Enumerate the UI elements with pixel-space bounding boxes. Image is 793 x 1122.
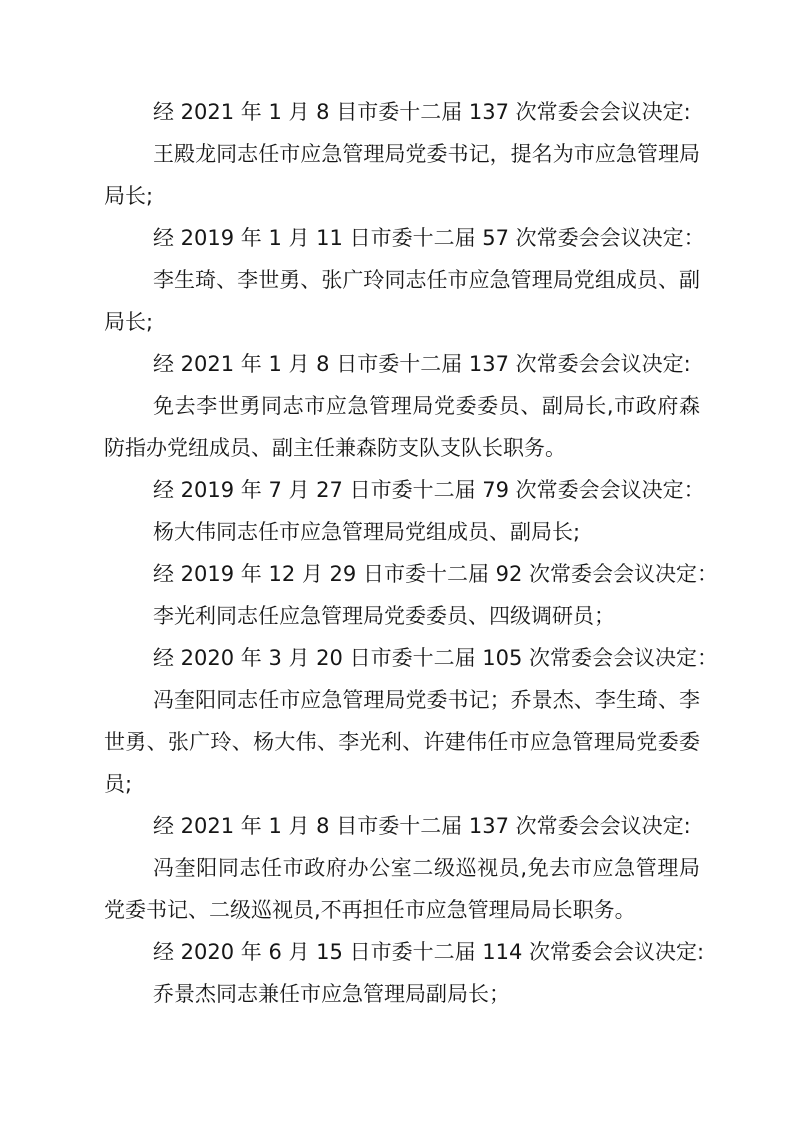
paragraph [104,217,705,259]
text-line: 李光利同志任应急管理局党委委员、四级调研员； [153,604,615,628]
paragraph [104,385,700,469]
paragraph [104,805,700,847]
paragraph [104,847,700,931]
text-line: 局长; [104,310,154,334]
text-line: 党委书记、二级巡视员,不再担任市应急管理局局长职务。 [104,898,636,922]
paragraph [104,469,705,511]
paragraph [104,679,700,805]
paragraph [104,973,700,1015]
paragraph [104,931,705,973]
paragraph [104,511,700,553]
paragraph [104,595,700,637]
text-line: 员; [104,772,133,796]
paragraph [104,637,719,679]
text-line: 经 2019 年 12 月 29 日市委十二届 92 次常委会会议决定： [153,562,719,586]
paragraph [104,91,700,133]
text-line: 经 2021 年 1 月 8 目市委十二届 137 次常委会会议决定: [153,814,691,838]
text-line: 经 2020 年 6 月 15 日市委十二届 114 次常委会会议决定: [153,940,705,964]
text-line: 世勇、张广玲、杨大伟、李光利、许建伟任市应急管理局党委委 [104,730,700,754]
text-line: 免去李世勇同志市应急管理局党委委员、副局长,市政府森 [153,394,700,418]
text-line: 乔景杰同志兼任市应急管理局副局长； [153,982,510,1006]
text-line: 经 2019 年 7 月 27 日市委十二届 79 次常委会会议决定： [153,478,705,502]
text-line: 局长; [104,184,154,208]
text-line: 冯奎阳同志任市政府办公室二级巡视员,免去市应急管理局 [153,856,700,880]
paragraph [104,553,719,595]
paragraph [104,259,700,343]
text-line: 经 2019 年 1 月 11 日市委十二届 57 次常委会会议决定： [153,226,705,250]
text-line: 冯奎阳同志任市应急管理局党委书记；乔景杰、李生琦、李 [153,688,700,712]
text-line: 防指办党纽成员、副主任兼森防支队支队长职务。 [104,436,566,460]
paragraph [104,133,700,217]
text-line: 李生琦、李世勇、张广玲同志任市应急管理局党组成员、副 [153,268,700,292]
text-line: 经 2021 年 1 月 8 日市委十二届 137 次常委会会议决定: [153,352,691,376]
text-line: 经 2021 年 1 月 8 目市委十二届 137 次常委会会议决定: [153,100,691,124]
text-line: 王殿龙同志任市应急管理局党委书记，提名为市应急管理局 [153,142,700,166]
paragraph [104,343,700,385]
text-line: 经 2020 年 3 月 20 日市委十二届 105 次常委会会议决定： [153,646,719,670]
text-line: 杨大伟同志任市应急管理局党组成员、副局长; [153,520,581,544]
